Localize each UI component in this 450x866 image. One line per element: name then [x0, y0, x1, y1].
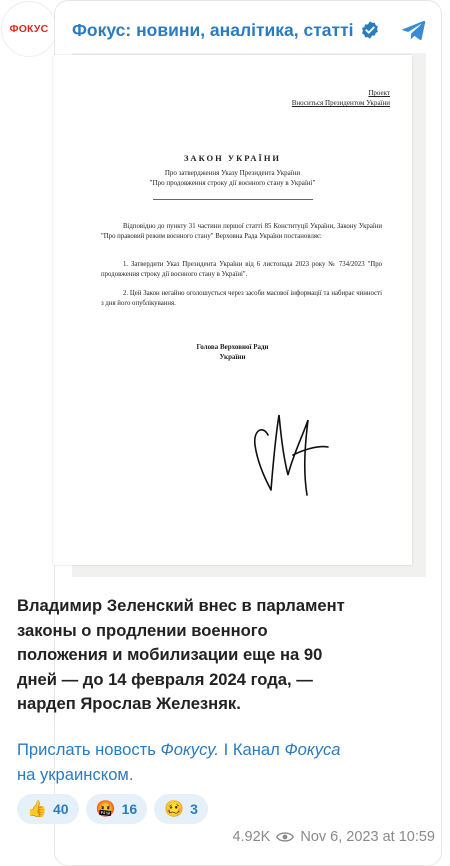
post-links — [17, 738, 357, 787]
cursing-face-icon: 🤬 — [95, 801, 116, 818]
link-separator: I — [219, 740, 233, 759]
signature-scribble — [233, 395, 343, 505]
document-title: ЗАКОН УКРАЇНИ — [183, 153, 282, 163]
send-news-link-text[interactable]: Прислать новость — [17, 740, 161, 759]
reactions-bar — [17, 794, 208, 824]
post-text: Владимир Зеленский внес в парламент законы о продлении военного положения и мобилизации еще на 90 дней — до 14 февраля 2024 года, — нардеп Ярослав Железняк. — [17, 596, 345, 713]
document-divider — [153, 199, 313, 200]
verified-badge-icon — [360, 20, 380, 40]
ukrainian-channel-link-suffix[interactable]: на украинском. — [17, 764, 134, 784]
document-subtitle-line1: Про затвердження Указу Президента України — [164, 169, 301, 177]
document-signatory-line2: України — [219, 353, 246, 361]
eye-icon — [276, 831, 294, 843]
message-header — [72, 13, 427, 47]
ukrainian-channel-link-text[interactable]: Канал — [232, 740, 285, 759]
avatar-logo-text: ФОКУС — [9, 23, 49, 35]
document-paragraph-1: Відповідно до пункту 31 частини першої статті 85 Конституції України, Закону України "Про правовий режим воєнного стану" Верховна Рада України постановляє: — [101, 223, 382, 240]
document-signatory — [53, 342, 412, 362]
reaction-thumbs-up[interactable] — [17, 794, 79, 824]
document-project-label: Проект — [368, 89, 390, 97]
document-subtitle-line2: "Про продовження строку дії воєнного стану в Україні" — [149, 179, 316, 187]
channel-avatar[interactable] — [1, 1, 57, 57]
reaction-count: 40 — [53, 801, 69, 817]
document-paragraph-2: 1. Затвердити Указ Президента України від 6 листопада 2023 року № 734/2023 "Про продовження строку дії воєнного стану в Україні". — [101, 261, 382, 278]
telegram-icon[interactable] — [401, 17, 427, 43]
reaction-cursing-face[interactable] — [86, 794, 148, 824]
send-news-link[interactable] — [17, 740, 219, 759]
document-paragraph-3: 2. Цей Закон негайно оголошується через засоби масової інформації та набирає чинності з дня його опублікування. — [101, 290, 382, 307]
document-page — [53, 55, 412, 565]
ukrainian-channel-link-italic[interactable]: Фокуса — [284, 740, 341, 759]
document-project-mark — [292, 88, 390, 108]
message-timestamp: Nov 6, 2023 at 10:59 — [300, 829, 435, 845]
document-signatory-line1: Голова Верховної Ради — [196, 343, 269, 351]
channel-name-link[interactable]: Фокус: новини, аналітика, статті — [72, 19, 354, 40]
woozy-face-icon: 🥴 — [164, 801, 185, 818]
reaction-count: 16 — [121, 801, 138, 817]
view-count: 4.92K — [232, 829, 271, 845]
reaction-woozy-face[interactable] — [154, 794, 208, 824]
document-subtitle — [53, 168, 412, 188]
message-meta — [232, 829, 435, 845]
document-submitted-label: Вноситься Президентом України — [291, 99, 390, 107]
reaction-count: 3 — [190, 801, 198, 817]
thumbs-up-icon: 👍 — [27, 801, 47, 818]
send-news-link-italic[interactable]: Фокусу. — [160, 740, 219, 759]
